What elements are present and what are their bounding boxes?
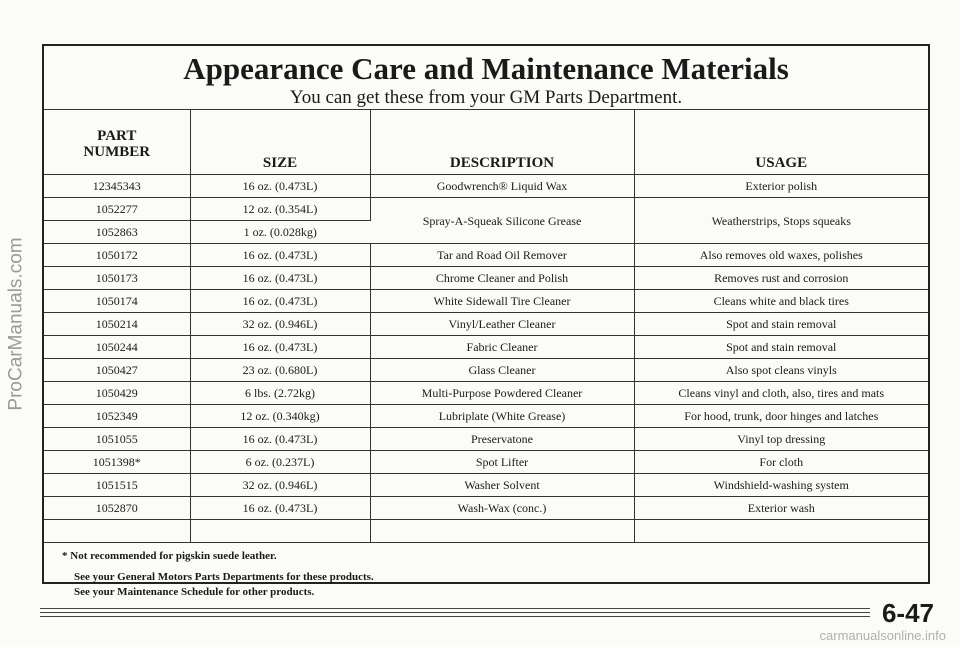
- cell-usage: For hood, trunk, door hinges and latches: [634, 405, 928, 428]
- cell-usage: [634, 520, 928, 543]
- cell-size: 12 oz. (0.340kg): [190, 405, 370, 428]
- cell-description: Wash-Wax (conc.): [370, 497, 634, 520]
- table-row: [44, 428, 928, 451]
- cell-size: 16 oz. (0.473L): [190, 497, 370, 520]
- note-maintenance-schedule: See your Maintenance Schedule for other products.: [74, 586, 315, 598]
- cell-part: 1050427: [44, 359, 190, 382]
- note-parts-department: See your General Motors Parts Departments for these products.: [74, 571, 374, 583]
- table-row: [44, 405, 928, 428]
- cell-part: 1052863: [44, 221, 190, 244]
- cell-usage: Also removes old waxes, polishes: [634, 244, 928, 267]
- table-row: [44, 313, 928, 336]
- cell-part: 1052349: [44, 405, 190, 428]
- cell-size: 16 oz. (0.473L): [190, 428, 370, 451]
- cell-usage: Also spot cleans vinyls: [634, 359, 928, 382]
- table-row: [44, 382, 928, 405]
- cell-description: Fabric Cleaner: [370, 336, 634, 359]
- cell-size: 12 oz. (0.354L): [190, 198, 370, 221]
- table-row: [44, 290, 928, 313]
- cell-part: 1052277: [44, 198, 190, 221]
- cell-description: Spray-A-Squeak Silicone Grease: [370, 198, 634, 244]
- col-usage: USAGE: [634, 110, 928, 175]
- cell-size: 16 oz. (0.473L): [190, 267, 370, 290]
- cell-size: 6 oz. (0.237L): [190, 451, 370, 474]
- cell-usage: Spot and stain removal: [634, 313, 928, 336]
- cell-size: 16 oz. (0.473L): [190, 290, 370, 313]
- cell-size: 16 oz. (0.473L): [190, 175, 370, 198]
- cell-part: 1051515: [44, 474, 190, 497]
- table-row: [44, 497, 928, 520]
- cell-usage: Spot and stain removal: [634, 336, 928, 359]
- table-header-row: [44, 110, 928, 175]
- cell-size: 32 oz. (0.946L): [190, 474, 370, 497]
- cell-size: 6 lbs. (2.72kg): [190, 382, 370, 405]
- panel-header: [44, 46, 928, 110]
- cell-description: Spot Lifter: [370, 451, 634, 474]
- cell-description: White Sidewall Tire Cleaner: [370, 290, 634, 313]
- cell-description: Multi-Purpose Powdered Cleaner: [370, 382, 634, 405]
- cell-usage: Weatherstrips, Stops squeaks: [634, 198, 928, 244]
- cell-part: 1050214: [44, 313, 190, 336]
- cell-usage: Windshield-washing system: [634, 474, 928, 497]
- cell-part: 1050172: [44, 244, 190, 267]
- cell-size: 32 oz. (0.946L): [190, 313, 370, 336]
- col-size: SIZE: [190, 110, 370, 175]
- cell-usage: Exterior polish: [634, 175, 928, 198]
- cell-usage: Cleans white and black tires: [634, 290, 928, 313]
- cell-description: Lubriplate (White Grease): [370, 405, 634, 428]
- table-row: [44, 520, 928, 543]
- col-part-number: [44, 110, 190, 175]
- table-row: [44, 359, 928, 382]
- cell-part: 1051055: [44, 428, 190, 451]
- cell-size: [190, 520, 370, 543]
- table-row: [44, 244, 928, 267]
- cell-description: Glass Cleaner: [370, 359, 634, 382]
- table-row: [44, 451, 928, 474]
- cell-description: Washer Solvent: [370, 474, 634, 497]
- table-row: [44, 474, 928, 497]
- cell-part: 1050429: [44, 382, 190, 405]
- cell-size: 23 oz. (0.680L): [190, 359, 370, 382]
- cell-description: Tar and Road Oil Remover: [370, 244, 634, 267]
- table-row: [44, 175, 928, 198]
- cell-size: 1 oz. (0.028kg): [190, 221, 370, 244]
- col-part-label-2: NUMBER: [83, 144, 151, 160]
- cell-description: Chrome Cleaner and Polish: [370, 267, 634, 290]
- table-row: [44, 198, 928, 221]
- bottom-watermark: carmanualsonline.info: [819, 628, 946, 643]
- cell-part: 1050244: [44, 336, 190, 359]
- page-number: 6-47: [881, 598, 934, 628]
- materials-panel: [42, 44, 930, 598]
- cell-part: 1052870: [44, 497, 190, 520]
- col-part-label-1: PART: [97, 128, 137, 144]
- cell-part: 1050173: [44, 267, 190, 290]
- cell-description: Vinyl/Leather Cleaner: [370, 313, 634, 336]
- cell-usage: Cleans vinyl and cloth, also, tires and mats: [634, 382, 928, 405]
- cell-description: Goodwrench® Liquid Wax: [370, 175, 634, 198]
- side-watermark: [0, 0, 34, 647]
- footer-rule: [40, 608, 870, 618]
- cell-description: Preservatone: [370, 428, 634, 451]
- cell-part: [44, 520, 190, 543]
- cell-usage: Removes rust and corrosion: [634, 267, 928, 290]
- cell-usage: Exterior wash: [634, 497, 928, 520]
- cell-part: 12345343: [44, 175, 190, 198]
- cell-part: 1050174: [44, 290, 190, 313]
- cell-part: 1051398*: [44, 451, 190, 474]
- side-watermark-text: ProCarManuals.com: [6, 236, 28, 411]
- materials-table: [44, 110, 928, 543]
- col-description: DESCRIPTION: [370, 110, 634, 175]
- cell-usage: Vinyl top dressing: [634, 428, 928, 451]
- table-row: [44, 336, 928, 359]
- cell-size: 16 oz. (0.473L): [190, 244, 370, 267]
- cell-usage: For cloth: [634, 451, 928, 474]
- page-title: Appearance Care and Maintenance Materials: [183, 51, 789, 86]
- page-subtitle: You can get these from your GM Parts Department.: [289, 87, 683, 108]
- cell-size: 16 oz. (0.473L): [190, 336, 370, 359]
- table-row: [44, 267, 928, 290]
- cell-description: [370, 520, 634, 543]
- notes-section: [44, 543, 928, 600]
- footnote: * Not recommended for pigskin suede leather.: [62, 550, 277, 562]
